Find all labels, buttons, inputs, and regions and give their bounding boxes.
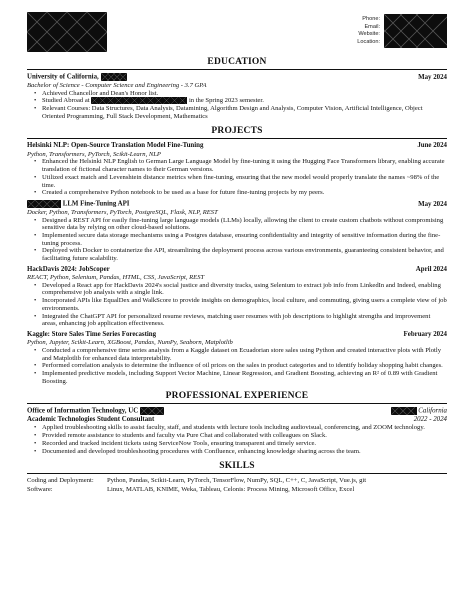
degree-line: Bachelor of Science - Computer Science and Engineering - 3.7 GPA	[27, 81, 207, 89]
project-tech: REACT, Python, Selenium, Pandas, HTML, CSS, JavaScript, REST	[27, 273, 205, 281]
list-item: • Incorporated APIs like EqualDex and WalkScore to provide insights on demographics, local culture, and commuting, giving users a complete view of job environments.	[42, 297, 447, 312]
list-item: • Implemented secure data storage mechanisms using a Postgres database, ensuring confidentiality and integrity of sensitive information during the fine-tuning process.	[42, 232, 447, 247]
list-item: • Developed a React app for HackDavis 2024's social justice and diversity tracks, using Selenium to extract job info from LinkedIn and Indeed, enabling comprehensive job analysis with a single link.	[42, 282, 447, 297]
redacted-campus	[140, 407, 164, 415]
redacted-project-prefix	[27, 200, 61, 208]
job-role: Academic Technologies Student Consultant	[27, 416, 155, 424]
skills-row	[27, 477, 447, 485]
email-label: Email:	[364, 23, 380, 30]
projects-heading: PROJECTS	[211, 126, 263, 137]
section-divider	[27, 138, 447, 139]
contact-labels	[340, 16, 380, 46]
project-name: LLM Fine-Tuning API	[62, 200, 130, 208]
experience-heading: PROFESSIONAL EXPERIENCE	[165, 391, 309, 402]
list-item: • Achieved Chancellor and Dean's Honor list.	[42, 90, 447, 98]
section-divider	[27, 403, 447, 404]
project-name: Helsinki NLP: Open-Source Translation Model Fine-Tuning	[27, 142, 204, 150]
education-date: May 2024	[418, 73, 447, 81]
project-tech: Python, Jupyter, Scikit-Learn, XGBoost, Pandas, NumPy, Seaborn, Matplotlib	[27, 339, 233, 347]
phone-label: Phone:	[362, 16, 380, 22]
list-item: • Provided remote assistance to students and faculty via Pure Chat and collaborated with colleagues on Slack.	[42, 432, 447, 440]
education-section	[27, 57, 447, 120]
list-item: • Utilized exact match and Levenshtein distance metrics when fine-tuning, ensuring that the new model would properly translate the names ~98% of the time.	[42, 174, 447, 189]
project-name: HackDavis 2024: JobScoper	[27, 265, 110, 273]
redacted-institution	[91, 97, 187, 104]
project-entry	[27, 200, 447, 263]
project-date: May 2024	[418, 200, 447, 208]
list-item: • Performed correlation analysis to determine the influence of oil prices on the sales in product categories and to identify holiday shopping habit changes.	[42, 362, 447, 370]
website-label: Website:	[358, 31, 380, 38]
skills-label: Coding and Deployment:	[27, 477, 94, 485]
redacted-contact-block	[384, 14, 447, 48]
skills-label: Software:	[27, 485, 53, 493]
redacted-campus	[101, 73, 127, 81]
resume-body	[27, 57, 447, 498]
school-name: University of California,	[27, 73, 99, 81]
redacted-city	[391, 407, 417, 415]
project-tech: Python, Transformers, PyTorch, Scikit-Learn, NLP	[27, 150, 161, 158]
list-item: • Conducted a comprehensive time series analysis from a Kaggle dataset on Ecuadorian store sales using Python and created interactive plots with Plotly and Matplotlib for enhanced data interpretability.	[42, 347, 447, 362]
project-date: February 2024	[403, 330, 447, 338]
education-heading: EDUCATION	[207, 57, 267, 67]
skills-value: Python, Pandas, Scikit-Learn, PyTorch, TensorFlow, NumPy, SQL, C++, C, JavaScript, Vue.js, git	[107, 477, 367, 485]
experience-section	[27, 391, 447, 455]
list-item: • Recorded and tracked incident tickets using ServiceNow Tools, ensuring transparent and timely service.	[42, 440, 447, 448]
project-name: Kaggle: Store Sales Time Series Forecasting	[27, 330, 157, 338]
list-item: • Deployed with Docker to containerize the API, streamlining the deployment process across various environments, guaranteeing consistent behavior, and facilitating future scalability.	[42, 247, 447, 262]
skills-value: Linux, MATLAB, KNIME, Weka, Tableau, Celonis: Process Mining, Microsoft Office, Excel	[107, 485, 355, 493]
list-item: • Enhanced the Helsinki NLP English to German Large Language Model by fine-tuning it using the Hugging Face Transformers library, enabling accurate translation of fictional character names to their German versions.	[42, 158, 447, 173]
skills-row	[27, 486, 447, 494]
project-tech: Docker, Python, Transformers, PyTorch, PostgreSQL, Flask, NLP, REST	[27, 208, 218, 216]
job-dates: 2022 - 2024	[413, 416, 447, 424]
skills-heading: SKILLS	[219, 461, 255, 472]
list-item: • Created a comprehensive Python notebook to be used as a base for future fine-tuning projects by my peers.	[42, 189, 447, 197]
section-divider	[27, 69, 447, 70]
location-label: Location:	[357, 38, 380, 45]
education-bullets	[27, 90, 447, 121]
project-date: April 2024	[415, 265, 447, 273]
employer-name: Office of Information Technology, UC	[27, 408, 139, 416]
list-item: • Documented and developed troubleshooting procedures with Confluence, enhancing knowledge sharing across the team.	[42, 448, 447, 456]
job-location: California	[418, 408, 447, 416]
skills-section	[27, 461, 447, 494]
project-entry	[27, 142, 447, 197]
list-item: • Designed a REST API for easily fine-tuning large language models (LLMs) locally, allowing the client to create custom chatbots without compromising sensitive data by relying on other cloud-based solutions.	[42, 217, 447, 232]
project-date: June 2024	[417, 142, 447, 150]
list-item: • Integrated the ChatGPT API for personalized resume reviews, matching user resumes with job descriptions to highlight strengths and improvement areas, enhancing job application effectiveness.	[42, 313, 447, 328]
project-entry	[27, 331, 447, 386]
list-item: • Applied troubleshooting skills to assist faculty, staff, and students with lecture tools including audiovisual, conferencing, and ZOOM technology.	[42, 424, 447, 432]
redacted-name-block	[27, 12, 107, 52]
project-entry	[27, 266, 447, 328]
projects-section	[27, 126, 447, 385]
list-item: • Relevant Courses: Data Structures, Data Analysis, Datamining, Algorithm Design and Analysis, Computer Vision, Artificial Intelligence, Object Oriented Programming, Full Stack Development, Mathematics	[42, 105, 447, 120]
section-divider	[27, 473, 447, 474]
list-item: • Studied Abroad at in the Spring 2023 semester.	[42, 97, 447, 105]
list-item: • Implemented predictive models, including Support Vector Machine, Linear Regression, and Gradient Boosting, achieving an R² of 0.89 with Gradient Boosting.	[42, 370, 447, 385]
